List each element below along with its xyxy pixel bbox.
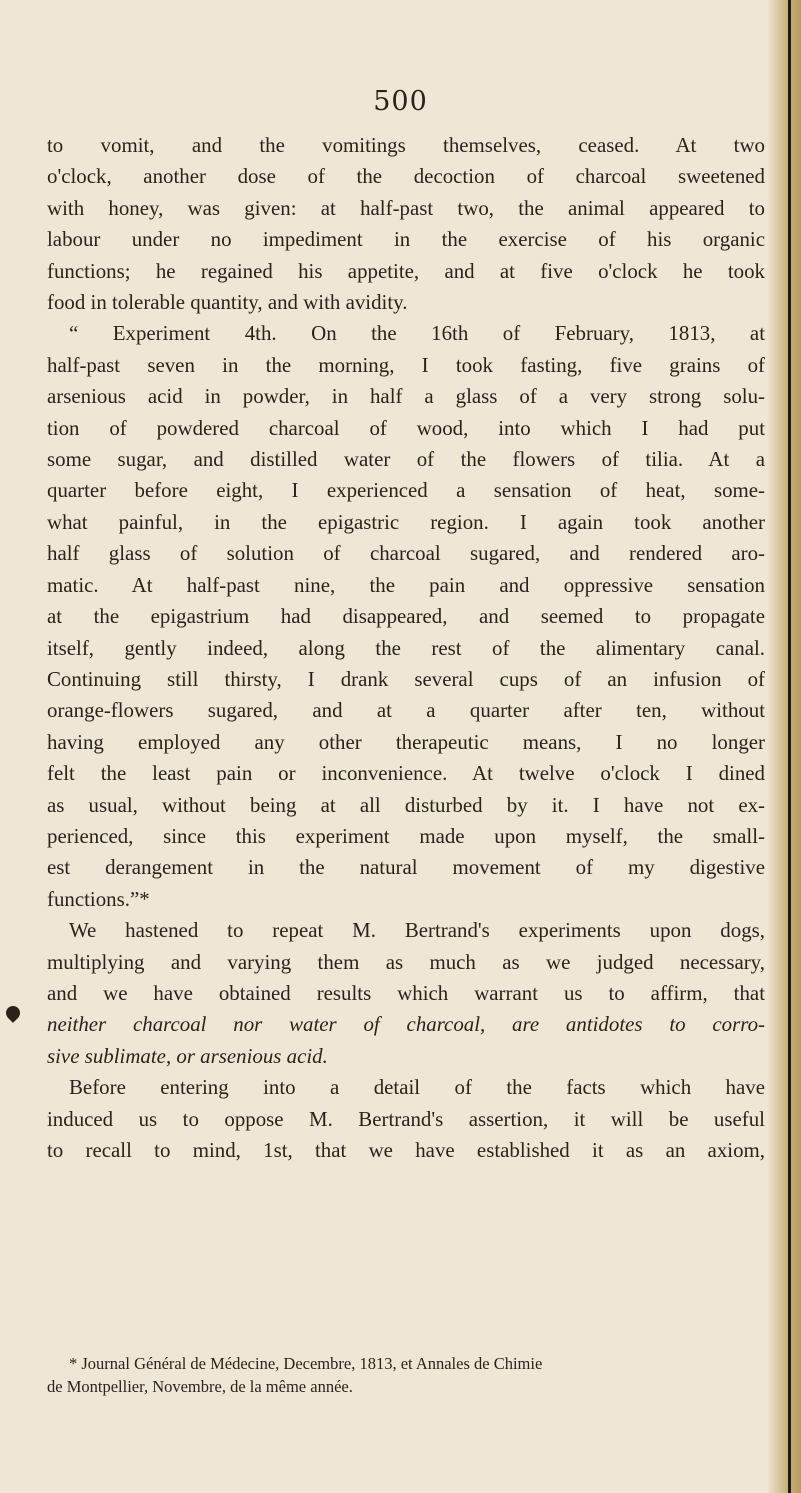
text-line: as usual, without being at all disturbed by it. I have not ex- [47,792,765,817]
text-line: tion of powdered charcoal of wood, into which I had put [47,415,765,440]
footnote [47,1352,765,1398]
margin-flower-mark [3,1003,23,1023]
text-line: and we have obtained results which warrant us to affirm, that [47,980,765,1005]
text-line: food in tolerable quantity, and with avidity. [47,290,408,315]
text-line: half glass of solution of charcoal sugared, and rendered aro- [47,541,765,566]
text-line: what painful, in the epigastric region. I again took another [47,509,765,534]
text-line: quarter before eight, I experienced a sensation of heat, some- [47,478,765,503]
text-line: neither charcoal nor water of charcoal, are antidotes to corro- [47,1012,765,1037]
text-line: induced us to oppose M. Bertrand's assertion, it will be useful [47,1106,765,1131]
footnote-line: * Journal Général de Médecine, Decembre, 1813, et Annales de Chimie [69,1354,543,1373]
text-line: perienced, since this experiment made upon myself, the small- [47,823,765,848]
text-line: “ Experiment 4th. On the 16th of February, 1813, at [69,321,765,346]
text-line: Continuing still thirsty, I drank several cups of an infusion of [47,666,765,691]
text-line: Before entering into a detail of the facts which have [69,1075,765,1100]
text-line: at the epigastrium had disappeared, and seemed to propagate [47,604,765,629]
text-line: functions; he regained his appetite, and at five o'clock he took [47,258,765,283]
text-line: orange-flowers sugared, and at a quarter after ten, without [47,698,765,723]
text-line: itself, gently indeed, along the rest of the alimentary canal. [47,635,765,660]
text-line: arsenious acid in powder, in half a glass of a very strong solu- [47,384,765,409]
text-line: with honey, was given: at half-past two, the animal appeared to [47,195,765,220]
text-line: matic. At half-past nine, the pain and oppressive sensation [47,572,765,597]
text-line: half-past seven in the morning, I took fasting, five grains of [47,352,765,377]
text-line: felt the least pain or inconvenience. At twelve o'clock I dined [47,761,765,786]
text-line: to recall to mind, 1st, that we have established it as an axiom, [47,1138,765,1162]
text-line: having employed any other therapeutic means, I no longer [47,729,765,754]
text-line: labour under no impediment in the exercise of his organic [47,227,765,252]
footnote-line: de Montpellier, Novembre, de la même année. [47,1377,353,1396]
text-line: some sugar, and distilled water of the flowers of tilia. At a [47,447,765,472]
text-line: multiplying and varying them as much as we judged necessary, [47,949,765,974]
page-edge-line [788,0,791,1493]
text-line: We hastened to repeat M. Bertrand's experiments upon dogs, [69,918,765,943]
text-line: functions.”* [47,886,150,911]
text-line: sive sublimate, or arsenious acid. [47,1043,328,1068]
text-line: o'clock, another dose of the decoction of charcoal sweetened [47,164,765,189]
page-edge-shadow [767,0,801,1493]
text-line: est derangement in the natural movement of my digestive [47,855,765,880]
body-text [47,130,765,1166]
text-line: to vomit, and the vomitings themselves, ceased. At two [47,133,765,157]
page-number: 500 [373,86,428,117]
